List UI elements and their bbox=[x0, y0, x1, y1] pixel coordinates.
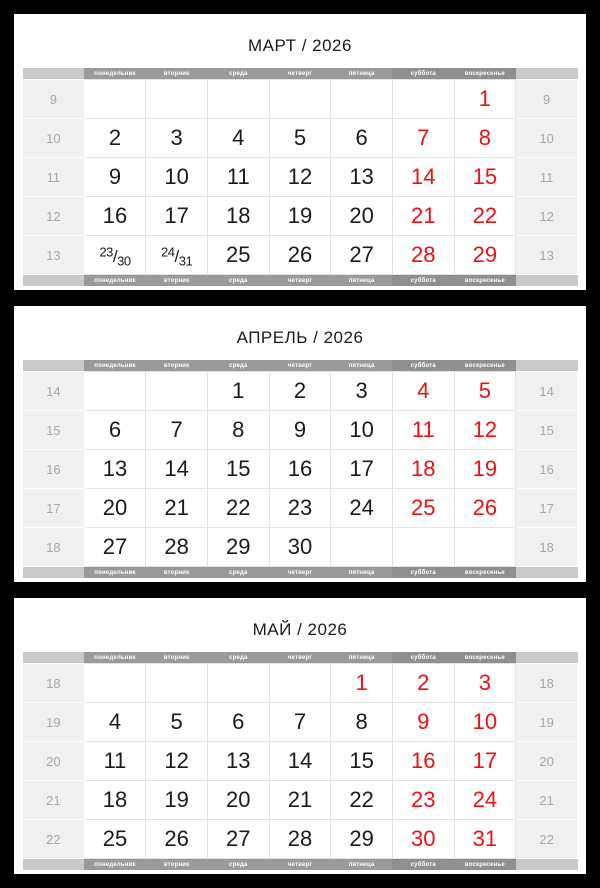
day-cell[interactable]: 6 bbox=[84, 411, 146, 450]
weekday-header: вторник bbox=[146, 859, 208, 871]
double-day-slash: / bbox=[112, 247, 118, 266]
weekday-header: суббота bbox=[392, 360, 454, 372]
week-row bbox=[23, 119, 578, 158]
day-cell-empty bbox=[454, 528, 516, 567]
week-number-right: 20 bbox=[516, 742, 578, 781]
day-cell[interactable]: 15 bbox=[207, 450, 269, 489]
weekday-header: суббота bbox=[392, 68, 454, 80]
weekday-header: четверг bbox=[269, 652, 331, 664]
weekday-header: понедельник bbox=[84, 859, 146, 871]
week-number-left: 19 bbox=[23, 703, 85, 742]
day-cell[interactable]: 18 bbox=[84, 781, 146, 820]
month-grid bbox=[22, 652, 578, 870]
weekday-header: понедельник bbox=[84, 68, 146, 80]
week-row bbox=[23, 197, 578, 236]
day-cell-empty bbox=[84, 80, 146, 119]
week-number-right: 14 bbox=[516, 372, 578, 411]
week-number-header: . bbox=[23, 360, 85, 372]
day-cell[interactable]: 8 bbox=[207, 411, 269, 450]
double-day-top: 24 bbox=[161, 244, 175, 260]
week-number-header: . bbox=[23, 68, 85, 80]
day-cell[interactable]: 19 bbox=[146, 781, 208, 820]
week-number-right: 22 bbox=[516, 820, 578, 859]
day-cell[interactable]: 2 bbox=[392, 664, 454, 703]
day-cell[interactable]: 7 bbox=[392, 119, 454, 158]
day-cell-empty bbox=[84, 372, 146, 411]
day-cell[interactable] bbox=[146, 236, 208, 275]
day-cell-empty bbox=[392, 528, 454, 567]
day-cell[interactable]: 24 bbox=[331, 489, 393, 528]
double-day-slash: / bbox=[174, 247, 179, 266]
week-number-left: 10 bbox=[23, 119, 85, 158]
day-cell[interactable]: 3 bbox=[146, 119, 208, 158]
day-cell[interactable]: 4 bbox=[84, 703, 146, 742]
day-cell[interactable]: 28 bbox=[146, 528, 208, 567]
day-cell-empty bbox=[269, 80, 331, 119]
weekday-header-row-bottom bbox=[23, 859, 578, 871]
day-cell[interactable]: 28 bbox=[269, 820, 331, 859]
day-cell[interactable]: 29 bbox=[454, 236, 516, 275]
day-cell-empty bbox=[207, 664, 269, 703]
week-number-header: . bbox=[23, 275, 85, 287]
month-title: МАЙ / 2026 bbox=[252, 620, 348, 639]
double-day-bottom: 30 bbox=[117, 253, 131, 269]
week-number-left: 21 bbox=[23, 781, 85, 820]
day-cell[interactable]: 13 bbox=[207, 742, 269, 781]
double-day-top: 23 bbox=[99, 244, 113, 260]
weekday-header-row-bottom bbox=[23, 275, 578, 287]
weekday-header-row-top bbox=[23, 360, 578, 372]
week-number-right: 16 bbox=[516, 450, 578, 489]
day-cell[interactable]: 20 bbox=[331, 197, 393, 236]
week-row bbox=[23, 372, 578, 411]
day-cell[interactable]: 8 bbox=[454, 119, 516, 158]
day-cell[interactable]: 14 bbox=[146, 450, 208, 489]
day-cell[interactable]: 15 bbox=[331, 742, 393, 781]
day-cell[interactable]: 11 bbox=[392, 411, 454, 450]
week-row bbox=[23, 489, 578, 528]
day-cell[interactable]: 8 bbox=[331, 703, 393, 742]
day-cell[interactable]: 5 bbox=[146, 703, 208, 742]
weekday-header: понедельник bbox=[84, 652, 146, 664]
weekday-header-row-top bbox=[23, 652, 578, 664]
week-number-header: . bbox=[23, 567, 85, 579]
day-cell[interactable]: 16 bbox=[84, 197, 146, 236]
week-row bbox=[23, 820, 578, 859]
week-number-header: . bbox=[516, 275, 578, 287]
week-row bbox=[23, 158, 578, 197]
day-cell[interactable]: 21 bbox=[392, 197, 454, 236]
weekday-header: пятница bbox=[331, 68, 393, 80]
weekday-header: четверг bbox=[269, 360, 331, 372]
day-cell[interactable]: 2 bbox=[269, 372, 331, 411]
weekday-header: среда bbox=[207, 567, 269, 579]
weekday-header: среда bbox=[207, 68, 269, 80]
weekday-header: суббота bbox=[392, 275, 454, 287]
day-cell[interactable]: 23 bbox=[269, 489, 331, 528]
day-cell-empty bbox=[146, 664, 208, 703]
week-row bbox=[23, 236, 578, 275]
day-cell[interactable]: 23 bbox=[392, 781, 454, 820]
weekday-header: среда bbox=[207, 360, 269, 372]
week-number-left: 13 bbox=[23, 236, 85, 275]
day-cell-empty bbox=[269, 664, 331, 703]
day-cell[interactable]: 22 bbox=[454, 197, 516, 236]
day-cell[interactable]: 1 bbox=[331, 664, 393, 703]
day-cell[interactable]: 17 bbox=[454, 742, 516, 781]
week-row bbox=[23, 450, 578, 489]
day-cell[interactable]: 29 bbox=[331, 820, 393, 859]
month-grid bbox=[22, 360, 578, 578]
day-cell[interactable]: 27 bbox=[84, 528, 146, 567]
weekday-header: среда bbox=[207, 652, 269, 664]
week-row bbox=[23, 781, 578, 820]
weekday-header: понедельник bbox=[84, 360, 146, 372]
day-cell[interactable]: 9 bbox=[269, 411, 331, 450]
day-cell-empty bbox=[331, 80, 393, 119]
weekday-header: четверг bbox=[269, 567, 331, 579]
week-number-right: 17 bbox=[516, 489, 578, 528]
week-number-left: 18 bbox=[23, 528, 85, 567]
week-number-left: 20 bbox=[23, 742, 85, 781]
week-row bbox=[23, 411, 578, 450]
weekday-header: четверг bbox=[269, 275, 331, 287]
week-number-left: 18 bbox=[23, 664, 85, 703]
week-row bbox=[23, 528, 578, 567]
weekday-header: воскресенье bbox=[454, 68, 516, 80]
day-cell[interactable]: 6 bbox=[207, 703, 269, 742]
day-cell[interactable]: 1 bbox=[207, 372, 269, 411]
day-cell[interactable]: 4 bbox=[207, 119, 269, 158]
day-cell[interactable]: 12 bbox=[454, 411, 516, 450]
day-cell[interactable]: 25 bbox=[207, 236, 269, 275]
weekday-header: среда bbox=[207, 859, 269, 871]
day-cell[interactable]: 3 bbox=[331, 372, 393, 411]
day-cell[interactable]: 19 bbox=[454, 450, 516, 489]
day-cell[interactable]: 3 bbox=[454, 664, 516, 703]
weekday-header: суббота bbox=[392, 567, 454, 579]
weekday-header: среда bbox=[207, 275, 269, 287]
day-cell[interactable]: 26 bbox=[454, 489, 516, 528]
day-cell[interactable]: 12 bbox=[269, 158, 331, 197]
week-number-right: 19 bbox=[516, 703, 578, 742]
day-cell[interactable]: 18 bbox=[392, 450, 454, 489]
week-number-right: 10 bbox=[516, 119, 578, 158]
month-title: АПРЕЛЬ / 2026 bbox=[236, 328, 364, 347]
week-number-header: . bbox=[23, 859, 85, 871]
day-cell[interactable]: 25 bbox=[84, 820, 146, 859]
week-number-header: . bbox=[516, 68, 578, 80]
day-cell[interactable]: 9 bbox=[392, 703, 454, 742]
day-cell[interactable]: 7 bbox=[146, 411, 208, 450]
week-number-left: 14 bbox=[23, 372, 85, 411]
day-cell[interactable]: 16 bbox=[392, 742, 454, 781]
day-cell[interactable]: 24 bbox=[454, 781, 516, 820]
week-number-left: 11 bbox=[23, 158, 85, 197]
weekday-header: воскресенье bbox=[454, 360, 516, 372]
day-cell[interactable]: 26 bbox=[146, 820, 208, 859]
day-cell[interactable]: 13 bbox=[84, 450, 146, 489]
weekday-header: воскресенье bbox=[454, 275, 516, 287]
week-number-header: . bbox=[516, 859, 578, 871]
weekday-header: понедельник bbox=[84, 275, 146, 287]
month-block-2 bbox=[14, 598, 586, 874]
weekday-header: суббота bbox=[392, 859, 454, 871]
day-cell[interactable]: 21 bbox=[269, 781, 331, 820]
week-number-left: 15 bbox=[23, 411, 85, 450]
weekday-header: понедельник bbox=[84, 567, 146, 579]
weekday-header: вторник bbox=[146, 652, 208, 664]
month-grid bbox=[22, 68, 578, 286]
week-row bbox=[23, 664, 578, 703]
day-cell-empty bbox=[392, 80, 454, 119]
day-cell[interactable]: 26 bbox=[269, 236, 331, 275]
day-cell[interactable]: 15 bbox=[454, 158, 516, 197]
week-number-header: . bbox=[23, 652, 85, 664]
day-cell[interactable]: 22 bbox=[331, 781, 393, 820]
double-day bbox=[99, 244, 131, 269]
week-number-left: 16 bbox=[23, 450, 85, 489]
week-number-header: . bbox=[516, 360, 578, 372]
double-day bbox=[161, 244, 193, 269]
week-row bbox=[23, 742, 578, 781]
day-cell[interactable]: 28 bbox=[392, 236, 454, 275]
day-cell-empty bbox=[84, 664, 146, 703]
weekday-header-row-bottom bbox=[23, 567, 578, 579]
day-cell[interactable]: 30 bbox=[392, 820, 454, 859]
weekday-header: воскресенье bbox=[454, 859, 516, 871]
day-cell[interactable]: 14 bbox=[392, 158, 454, 197]
weekday-header-row-top bbox=[23, 68, 578, 80]
month-title: МАРТ / 2026 bbox=[248, 36, 352, 55]
day-cell[interactable]: 31 bbox=[454, 820, 516, 859]
week-number-right: 18 bbox=[516, 664, 578, 703]
day-cell[interactable]: 16 bbox=[269, 450, 331, 489]
day-cell[interactable]: 10 bbox=[146, 158, 208, 197]
weekday-header: четверг bbox=[269, 68, 331, 80]
week-row bbox=[23, 80, 578, 119]
day-cell-empty bbox=[207, 80, 269, 119]
week-number-left: 12 bbox=[23, 197, 85, 236]
day-cell[interactable]: 14 bbox=[269, 742, 331, 781]
day-cell[interactable]: 21 bbox=[146, 489, 208, 528]
day-cell[interactable]: 29 bbox=[207, 528, 269, 567]
day-cell-empty bbox=[146, 80, 208, 119]
day-cell-empty bbox=[331, 528, 393, 567]
day-cell[interactable]: 9 bbox=[84, 158, 146, 197]
month-block-0 bbox=[14, 14, 586, 290]
day-cell[interactable]: 4 bbox=[392, 372, 454, 411]
day-cell[interactable]: 20 bbox=[207, 781, 269, 820]
week-number-right: 9 bbox=[516, 80, 578, 119]
day-cell[interactable]: 17 bbox=[146, 197, 208, 236]
day-cell[interactable]: 12 bbox=[146, 742, 208, 781]
day-cell[interactable]: 10 bbox=[331, 411, 393, 450]
weekday-header: четверг bbox=[269, 859, 331, 871]
weekday-header: вторник bbox=[146, 68, 208, 80]
week-number-header: . bbox=[516, 652, 578, 664]
day-cell[interactable]: 30 bbox=[269, 528, 331, 567]
day-cell[interactable]: 25 bbox=[392, 489, 454, 528]
week-number-left: 9 bbox=[23, 80, 85, 119]
day-cell-empty bbox=[146, 372, 208, 411]
day-cell[interactable]: 1 bbox=[454, 80, 516, 119]
day-cell[interactable]: 7 bbox=[269, 703, 331, 742]
week-number-right: 13 bbox=[516, 236, 578, 275]
weekday-header: пятница bbox=[331, 275, 393, 287]
day-cell[interactable]: 2 bbox=[84, 119, 146, 158]
day-cell[interactable]: 13 bbox=[331, 158, 393, 197]
day-cell[interactable] bbox=[84, 236, 146, 275]
week-number-right: 12 bbox=[516, 197, 578, 236]
day-cell[interactable]: 27 bbox=[331, 236, 393, 275]
day-cell[interactable]: 27 bbox=[207, 820, 269, 859]
weekday-header: пятница bbox=[331, 567, 393, 579]
day-cell[interactable]: 11 bbox=[84, 742, 146, 781]
day-cell[interactable]: 20 bbox=[84, 489, 146, 528]
day-cell[interactable]: 18 bbox=[207, 197, 269, 236]
week-number-right: 11 bbox=[516, 158, 578, 197]
week-number-left: 22 bbox=[23, 820, 85, 859]
week-row bbox=[23, 703, 578, 742]
day-cell[interactable]: 10 bbox=[454, 703, 516, 742]
weekday-header: вторник bbox=[146, 360, 208, 372]
day-cell[interactable]: 5 bbox=[454, 372, 516, 411]
weekday-header: пятница bbox=[331, 652, 393, 664]
day-cell[interactable]: 6 bbox=[331, 119, 393, 158]
week-number-right: 18 bbox=[516, 528, 578, 567]
week-number-header: . bbox=[516, 567, 578, 579]
weekday-header: вторник bbox=[146, 567, 208, 579]
week-number-right: 15 bbox=[516, 411, 578, 450]
day-cell[interactable]: 19 bbox=[269, 197, 331, 236]
weekday-header: вторник bbox=[146, 275, 208, 287]
weekday-header: пятница bbox=[331, 360, 393, 372]
weekday-header: пятница bbox=[331, 859, 393, 871]
week-number-left: 17 bbox=[23, 489, 85, 528]
month-block-1 bbox=[14, 306, 586, 582]
week-number-right: 21 bbox=[516, 781, 578, 820]
day-cell[interactable]: 5 bbox=[269, 119, 331, 158]
weekday-header: суббота bbox=[392, 652, 454, 664]
weekday-header: воскресенье bbox=[454, 652, 516, 664]
double-day-bottom: 31 bbox=[178, 253, 193, 269]
weekday-header: воскресенье bbox=[454, 567, 516, 579]
day-cell[interactable]: 17 bbox=[331, 450, 393, 489]
day-cell[interactable]: 22 bbox=[207, 489, 269, 528]
day-cell[interactable]: 11 bbox=[207, 158, 269, 197]
